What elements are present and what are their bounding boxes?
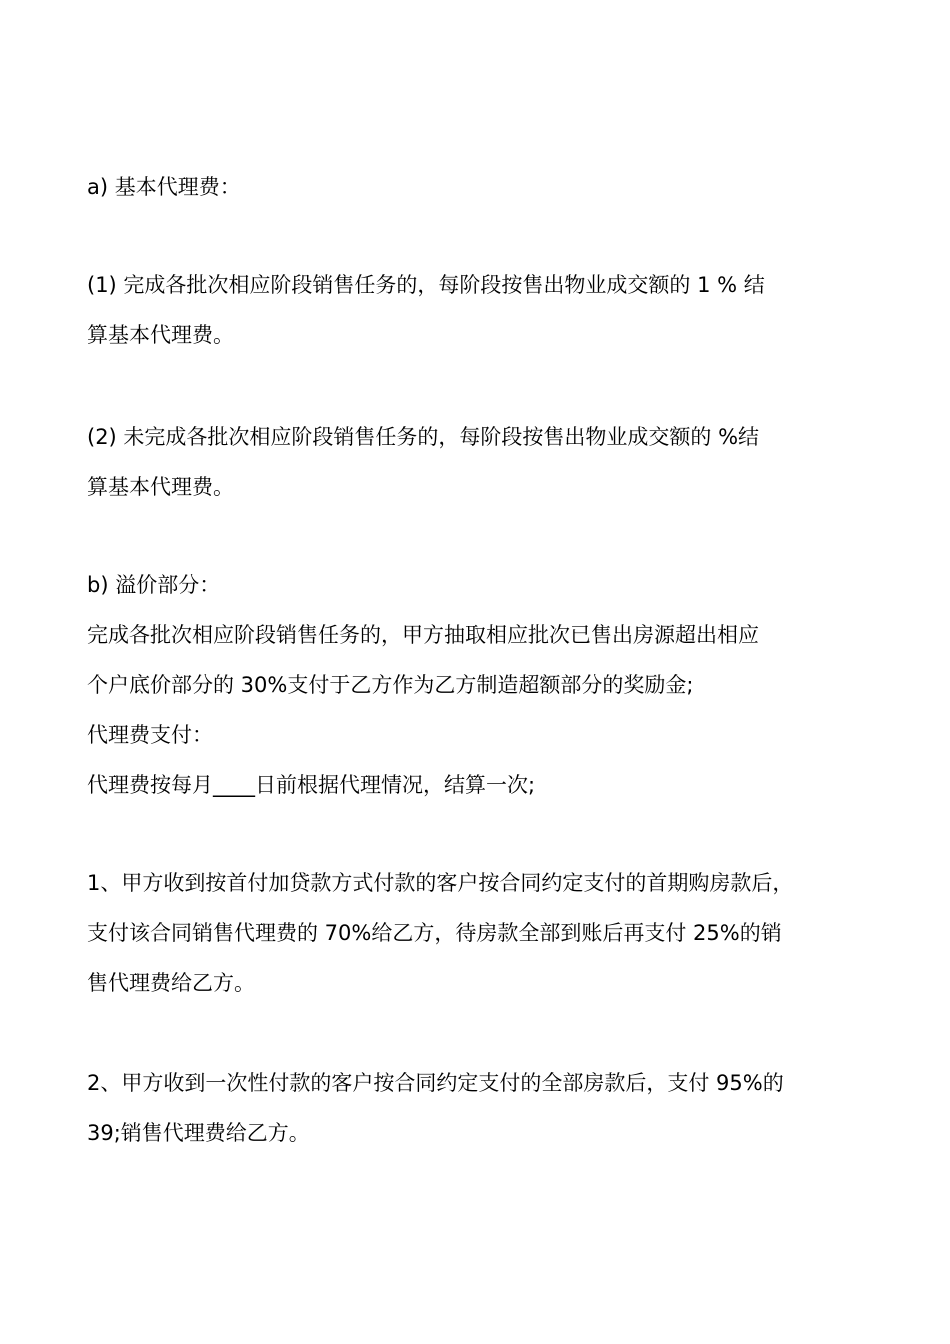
payment-clause-1-line-3: 售代理费给乙方。 [87,971,255,995]
payment-clause-1-line-1: 1、甲方收到按首付加贷款方式付款的客户按合同约定支付的首期购房款后， [87,871,794,895]
premium-paragraph-line-1: 完成各批次相应阶段销售任务的，甲方抽取相应批次已售出房源超出相应 [87,623,759,647]
section-a-heading: a) 基本代理费： [87,175,241,199]
clause-1-line-1: (1) 完成各批次相应阶段销售任务的，每阶段按售出物业成交额的 1 % 结 [87,273,765,297]
clause-1-line-2: 算基本代理费。 [87,323,234,347]
payment-heading: 代理费支付： [87,723,213,747]
clause-2-line-1: (2) 未完成各批次相应阶段销售任务的，每阶段按售出物业成交额的 %结 [87,425,760,449]
premium-paragraph-line-2: 个户底价部分的 30%支付于乙方作为乙方制造超额部分的奖励金; [87,673,694,697]
clause-2-line-2: 算基本代理费。 [87,475,234,499]
payment-schedule-line: 代理费按每月____日前根据代理情况，结算一次; [87,773,536,797]
payment-clause-2-line-1: 2、甲方收到一次性付款的客户按合同约定支付的全部房款后，支付 95%的 [87,1071,784,1095]
section-b-heading: b) 溢价部分： [87,573,221,597]
payment-clause-1-line-2: 支付该合同销售代理费的 70%给乙方，待房款全部到账后再支付 25%的销 [87,921,782,945]
payment-clause-2-line-2: 39;销售代理费给乙方。 [87,1121,310,1145]
